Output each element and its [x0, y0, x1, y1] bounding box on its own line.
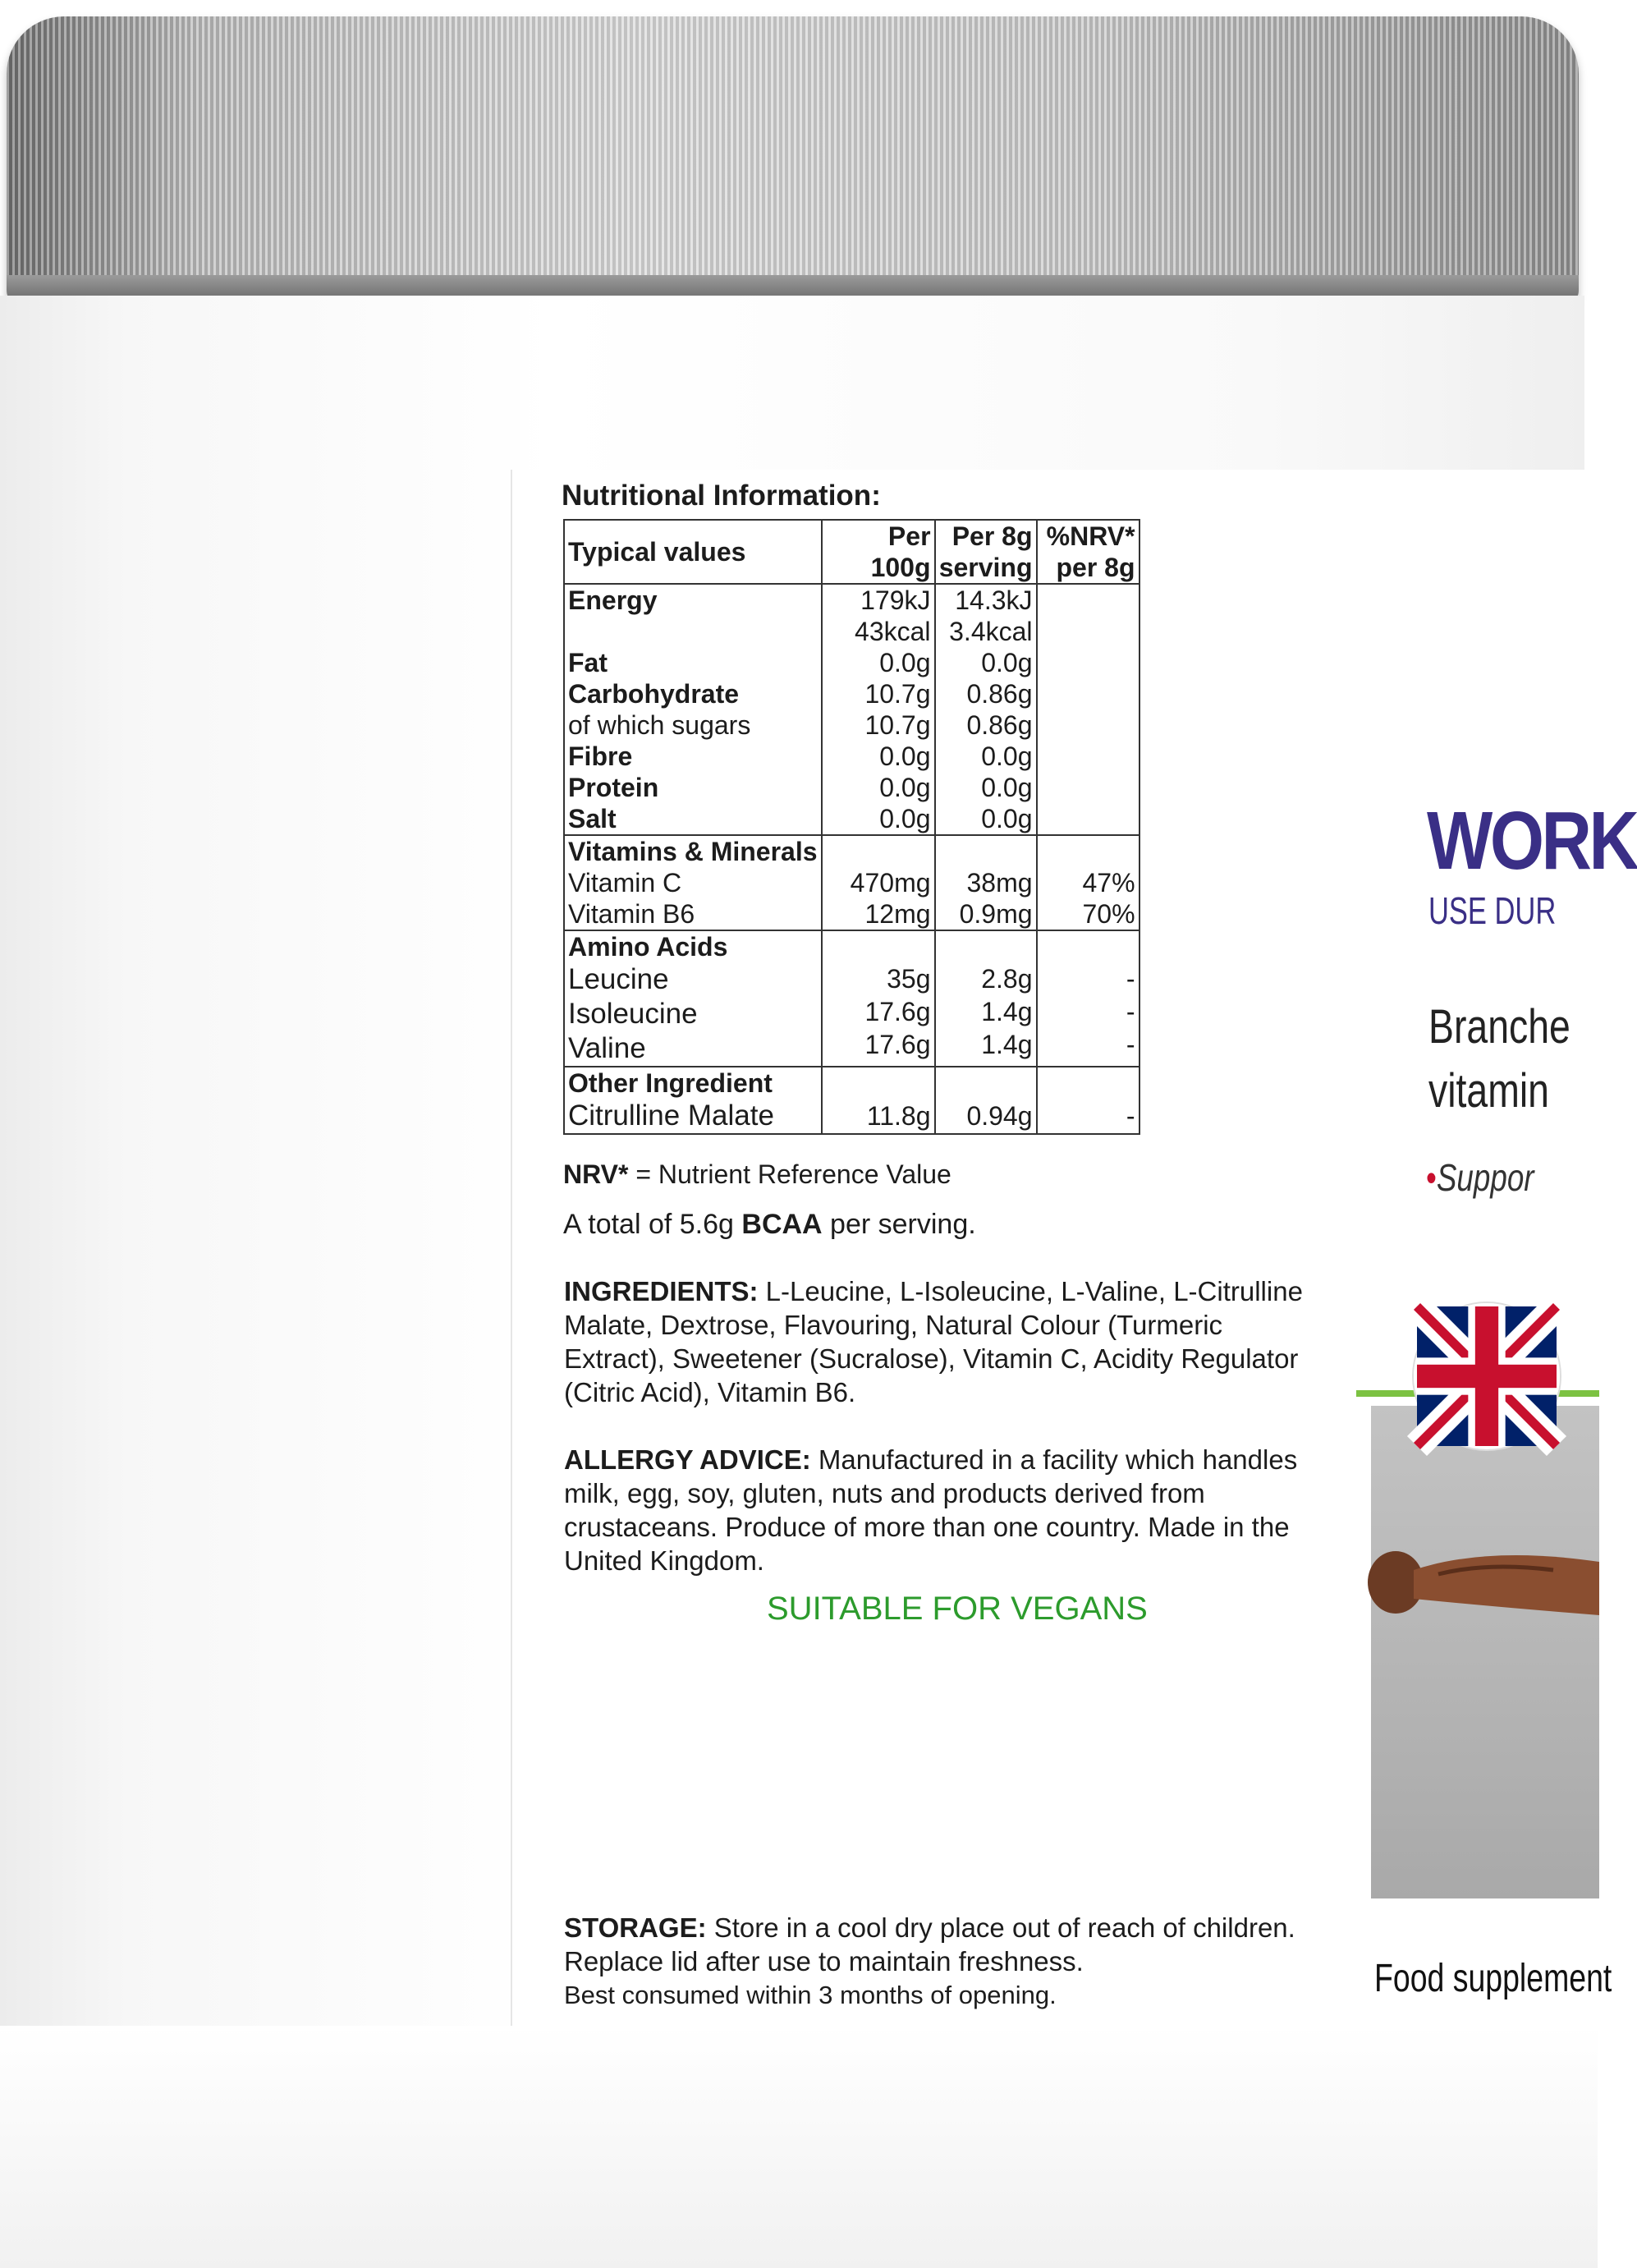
carb-100: 10.7g [864, 679, 931, 709]
bcaa-post: per serving. [822, 1209, 976, 1240]
fat-8: 0.0g [981, 648, 1033, 677]
sugars-8: 0.86g [966, 710, 1033, 740]
carbohydrate-label: Carbohydrate [568, 679, 740, 709]
header-per-100g: Per 100g [822, 520, 935, 584]
storage-paragraph [564, 1911, 1344, 2012]
ingredients-text: L-Leucine, L-Isoleucine, L-Valine, L-Citrulline Malate, Dextrose, Flavouring, Natural Colour (Turmeric Extract), Sweetener (Sucralose), Vitamin C, Acidity Regulator (Citric Acid), Vitamin B6. [564, 1276, 1303, 1407]
amino-nrv [1037, 930, 1139, 1067]
bullet-dot-icon: • [1426, 1156, 1437, 1199]
vitamin-per-100g [822, 835, 935, 930]
energy-kj-100: 179kJ [860, 585, 931, 615]
usage-line: USE DUR [1428, 889, 1557, 932]
allergy-paragraph [564, 1443, 1327, 1577]
salt-label: Salt [568, 804, 617, 833]
fibre-label: Fibre [568, 741, 633, 771]
citrulline-8: 0.94g [966, 1101, 1033, 1131]
nrv-footnote [563, 1159, 951, 1190]
valine-label: Valine [568, 1032, 646, 1064]
brand-name: WORK [1427, 795, 1637, 887]
nrv-note-text: = Nutrient Reference Value [628, 1159, 951, 1189]
other-nrv [1037, 1067, 1139, 1134]
tub-base [0, 2026, 1598, 2268]
table-header-row [564, 520, 1139, 584]
vitamin-c-label: Vitamin C [568, 868, 682, 898]
vitamin-b6-100: 12mg [864, 899, 931, 929]
allergy-label: ALLERGY ADVICE: [564, 1444, 811, 1475]
table-section-basic [564, 584, 1139, 835]
storage-text-2: Replace lid after use to maintain freshness. [564, 1946, 1084, 1976]
isoleucine-100: 17.6g [864, 997, 931, 1026]
basic-per-8g [935, 584, 1037, 835]
valine-100: 17.6g [864, 1030, 931, 1059]
leucine-nrv: - [1126, 964, 1135, 994]
tagline-line-2: vitamin [1428, 1064, 1549, 1118]
nrv-key: NRV* [563, 1159, 629, 1189]
energy-kcal-100: 43kcal [855, 617, 931, 646]
fat-label: Fat [568, 648, 608, 677]
leucine-8: 2.8g [981, 964, 1033, 994]
protein-100: 0.0g [879, 773, 931, 802]
vitamin-c-nrv: 47% [1082, 868, 1135, 898]
basic-nrv [1037, 584, 1139, 835]
amino-per-8g [935, 930, 1037, 1067]
energy-kcal-8: 3.4kcal [949, 617, 1033, 646]
sugars-label: of which sugars [568, 710, 751, 740]
isoleucine-nrv: - [1126, 997, 1135, 1026]
carb-8: 0.86g [966, 679, 1033, 709]
leucine-100: 35g [887, 964, 931, 994]
ingredients-paragraph [564, 1274, 1327, 1409]
table-section-other [564, 1067, 1139, 1134]
energy-kj-8: 14.3kJ [955, 585, 1033, 615]
basic-per-100g [822, 584, 935, 835]
sugars-100: 10.7g [864, 710, 931, 740]
fat-100: 0.0g [879, 648, 931, 677]
valine-nrv: - [1126, 1030, 1135, 1059]
product-label [511, 470, 1637, 2026]
storage-text-1: Store in a cool dry place out of reach of children. [706, 1912, 1295, 1943]
header-nrv-line2: per 8g [1056, 553, 1135, 582]
vitamin-c-100: 470mg [850, 868, 931, 898]
salt-100: 0.0g [879, 804, 931, 833]
valine-8: 1.4g [981, 1030, 1033, 1059]
fibre-100: 0.0g [879, 741, 931, 771]
storage-text-3: Best consumed within 3 months of opening. [564, 1981, 1057, 2009]
uk-flag-icon [1414, 1303, 1560, 1449]
bcaa-bold: BCAA [741, 1209, 823, 1240]
bcaa-note [563, 1209, 976, 1241]
vitamin-b6-8: 0.9mg [959, 899, 1033, 929]
header-per-serving [935, 520, 1037, 584]
tub-lid [7, 16, 1579, 308]
protein-8: 0.0g [981, 773, 1033, 802]
other-labels [564, 1067, 822, 1134]
vitamin-per-8g [935, 835, 1037, 930]
nutrition-table [563, 519, 1140, 1135]
allergy-text: Manufactured in a facility which handles milk, egg, soy, gluten, nuts and products derived from crustaceans. Produce of more than one country. Made in the United Kingdom. [564, 1444, 1298, 1576]
support-text: Suppor [1436, 1156, 1534, 1199]
fibre-8: 0.0g [981, 741, 1033, 771]
header-per-serving-line2: serving [938, 553, 1033, 582]
header-nrv [1037, 520, 1139, 584]
table-section-amino [564, 930, 1139, 1067]
salt-8: 0.0g [981, 804, 1033, 833]
protein-label: Protein [568, 773, 659, 802]
food-supplement-label: Food supplement [1374, 1957, 1612, 2000]
image-panel [1371, 1406, 1599, 1898]
vitamin-nrv [1037, 835, 1139, 930]
vegan-statement: SUITABLE FOR VEGANS [767, 1591, 1148, 1627]
ingredients-label: INGREDIENTS: [564, 1276, 759, 1306]
basic-labels [564, 584, 822, 835]
flexing-arm-icon [1364, 1537, 1599, 1628]
tagline [1428, 995, 1571, 1123]
amino-labels [564, 930, 822, 1067]
vitamins-heading: Vitamins & Minerals [568, 837, 818, 866]
back-label-panel [512, 470, 1333, 2026]
nutrition-title: Nutritional Information: [562, 480, 881, 512]
front-label-strip [1356, 470, 1637, 2026]
table-section-vitamins [564, 835, 1139, 930]
citrulline-100: 11.8g [866, 1101, 931, 1131]
bcaa-pre: A total of 5.6g [563, 1209, 742, 1240]
other-heading: Other Ingredient [568, 1068, 773, 1098]
vitamin-c-8: 38mg [966, 868, 1033, 898]
isoleucine-8: 1.4g [981, 997, 1033, 1026]
header-nrv-line1: %NRV* [1046, 521, 1135, 551]
energy-label: Energy [568, 585, 658, 615]
storage-label: STORAGE: [564, 1912, 707, 1943]
leucine-label: Leucine [568, 963, 669, 995]
vitamin-b6-nrv: 70% [1082, 899, 1135, 929]
amino-heading: Amino Acids [568, 932, 728, 962]
amino-per-100g [822, 930, 935, 1067]
citrulline-label: Citrulline Malate [568, 1100, 774, 1132]
other-per-8g [935, 1067, 1037, 1134]
header-typical-values: Typical values [564, 520, 822, 584]
other-per-100g [822, 1067, 935, 1134]
citrulline-nrv: - [1126, 1101, 1135, 1131]
header-per-serving-line1: Per 8g [951, 521, 1033, 551]
vitamin-labels [564, 835, 822, 930]
vitamin-b6-label: Vitamin B6 [568, 899, 695, 929]
tagline-line-1: Branche [1428, 1000, 1571, 1054]
support-bullet [1426, 1155, 1534, 1200]
isoleucine-label: Isoleucine [568, 998, 698, 1030]
